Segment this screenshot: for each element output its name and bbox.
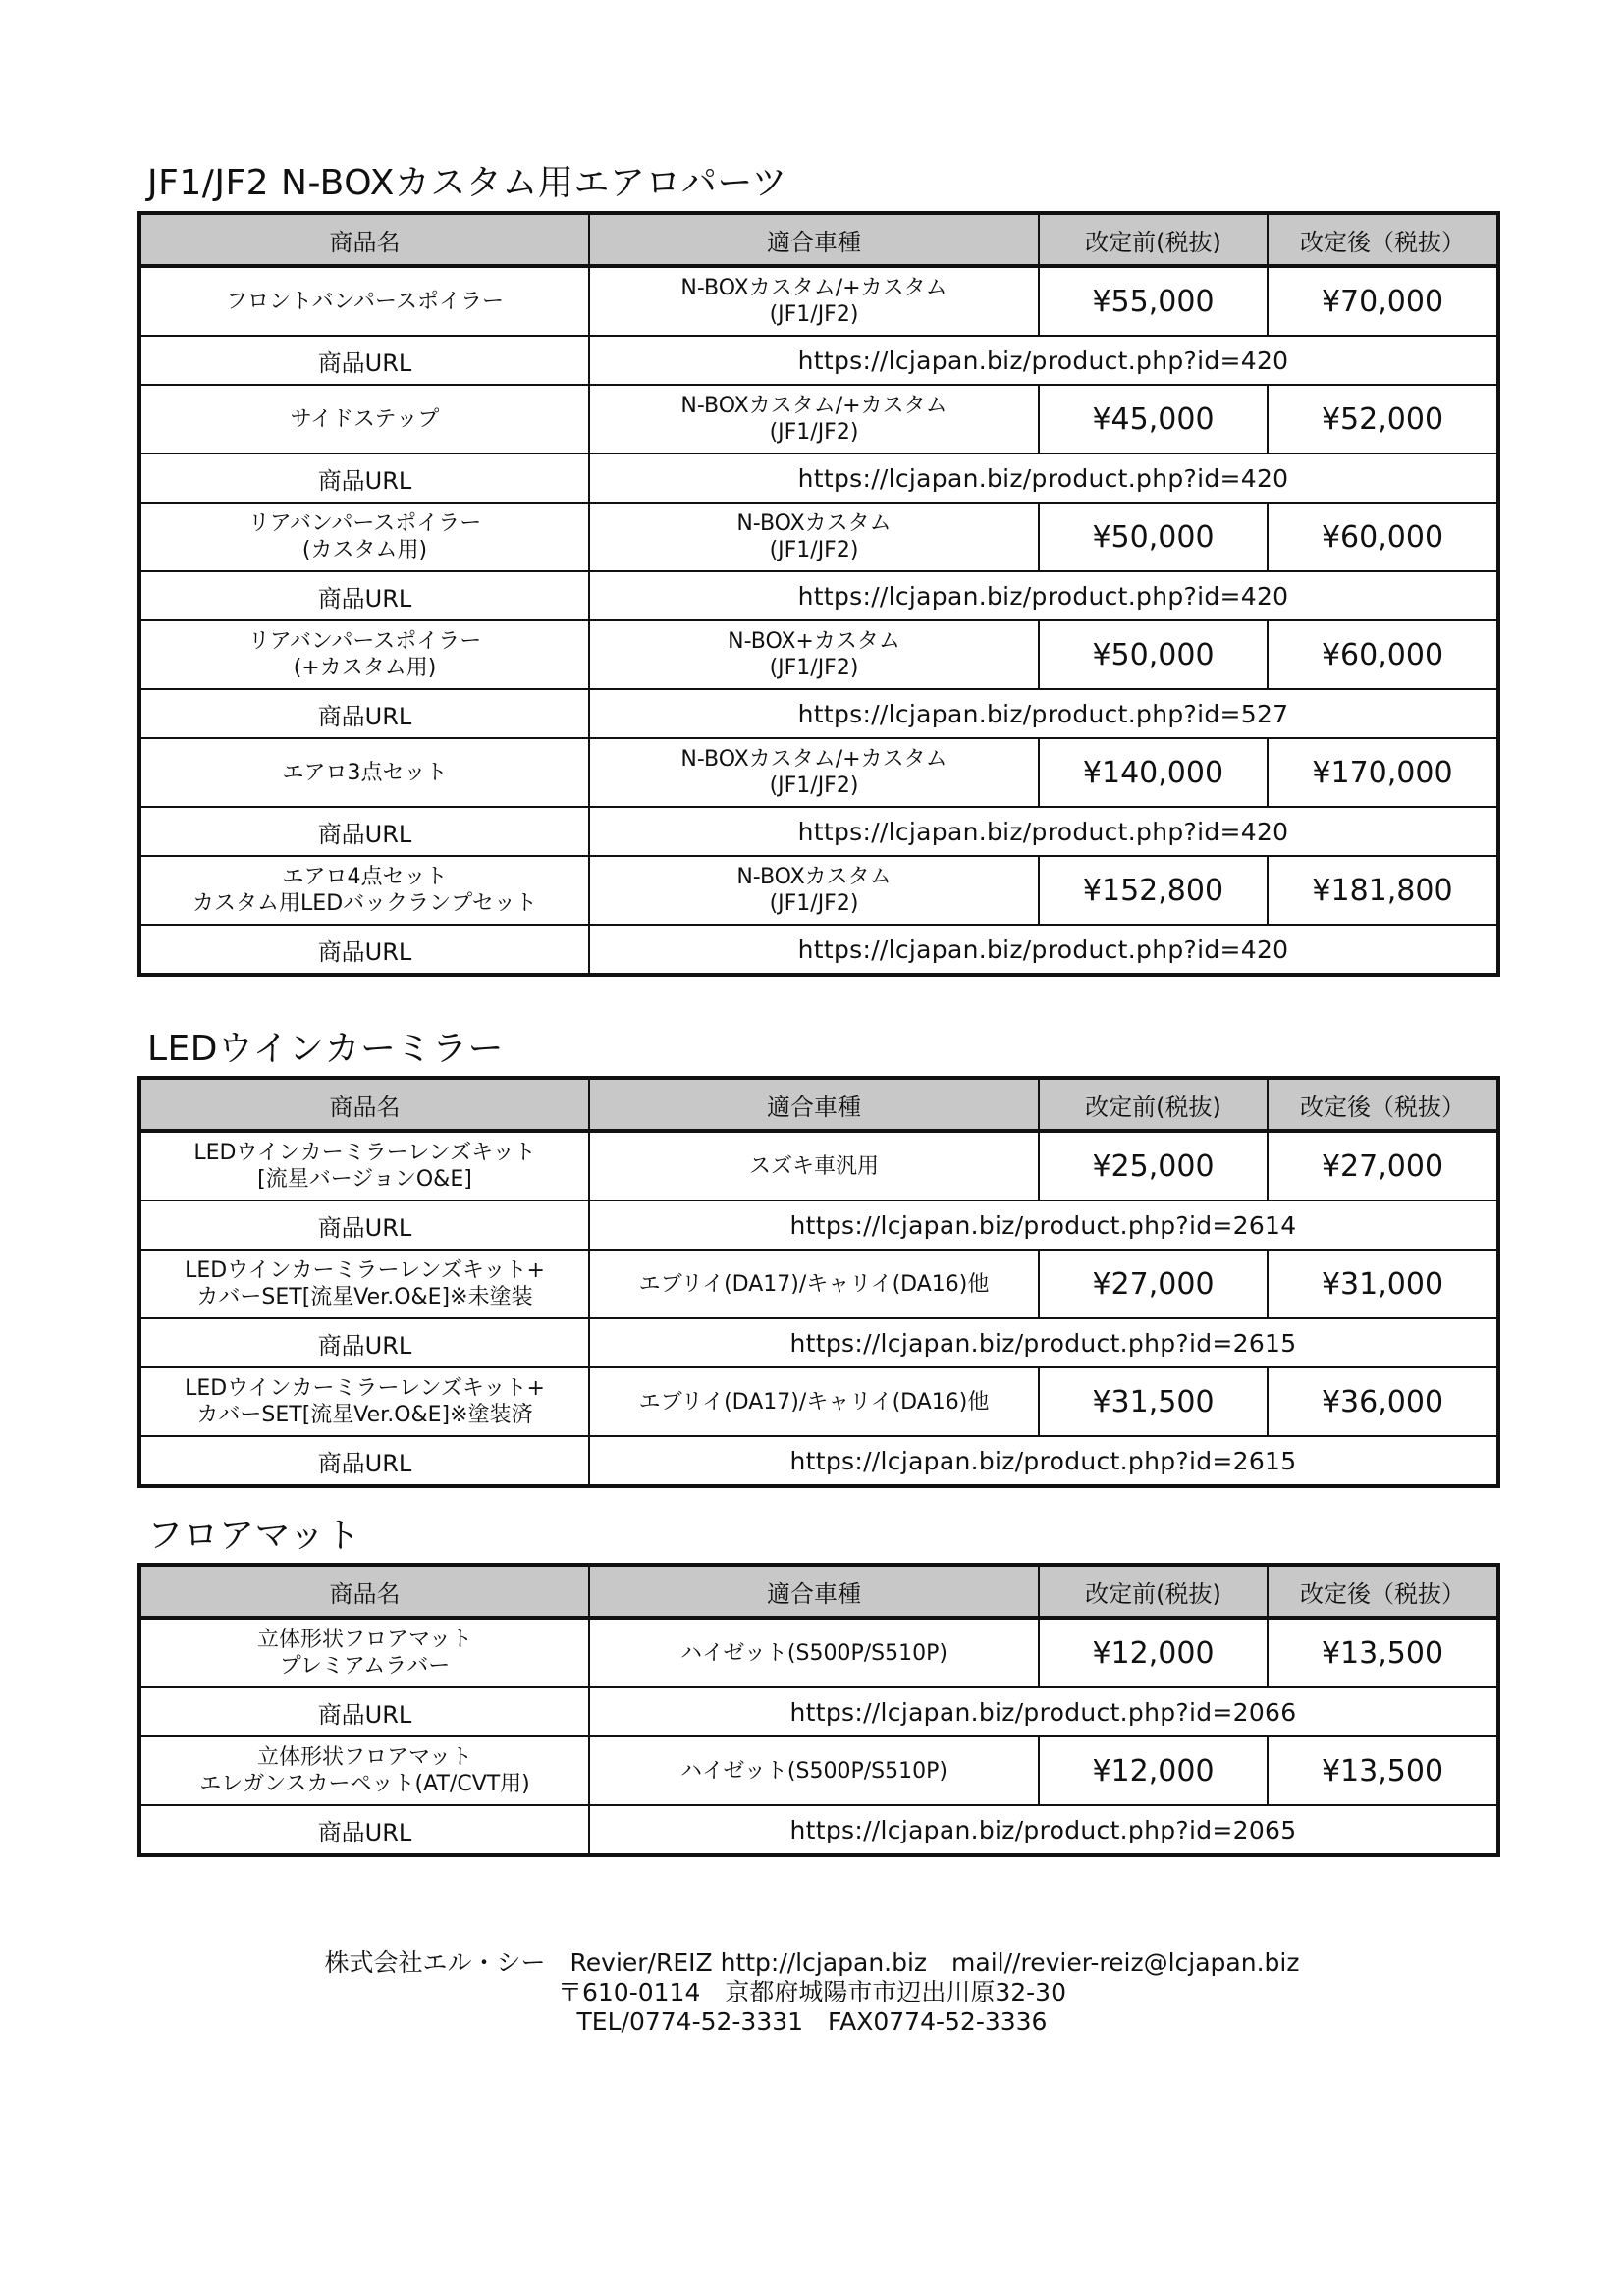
section-title-led-mirror: LEDウインカーミラー — [147, 1029, 504, 1069]
header-price-before: 改定前(税抜) — [1039, 213, 1268, 266]
product-name-cell — [139, 856, 589, 925]
compatible-model-line: エブリイ(DA17)/キャリイ(DA16)他 — [638, 1389, 990, 1415]
price-table-aero — [137, 211, 1500, 977]
compatible-model-line: ハイゼット(S500P/S510P) — [680, 1640, 947, 1666]
compatible-model-line: N-BOXカスタム/+カスタム — [680, 747, 947, 772]
product-row — [139, 1618, 1498, 1687]
url-row — [139, 925, 1498, 975]
product-name-line: [流星バージョンO&E] — [257, 1167, 472, 1192]
product-row — [139, 1131, 1498, 1201]
product-name-line: カバーSET[流星Ver.O&E]※未塗装 — [196, 1285, 533, 1309]
compatible-model-line: N-BOXカスタム — [736, 865, 892, 889]
product-name-line: (カスタム用) — [301, 538, 428, 562]
compatible-model-cell — [589, 620, 1039, 689]
compatible-model-line: エブリイ(DA17)/キャリイ(DA16)他 — [638, 1271, 990, 1297]
price-before: ¥25,000 — [1039, 1131, 1268, 1201]
price-before: ¥12,000 — [1039, 1618, 1268, 1687]
product-row — [139, 738, 1498, 807]
product-name-line: カバーSET[流星Ver.O&E]※塗装済 — [196, 1403, 533, 1427]
price-after: ¥36,000 — [1268, 1367, 1498, 1436]
header-compatible-model: 適合車種 — [589, 1078, 1039, 1131]
product-name-cell — [139, 1618, 589, 1687]
product-url-label: 商品URL — [139, 807, 589, 856]
product-url-label: 商品URL — [139, 336, 589, 385]
footer-phone-fax: TEL/0774-52-3331 FAX0774-52-3336 — [576, 2007, 1048, 2036]
compatible-model-cell — [589, 1736, 1039, 1805]
product-url-label: 商品URL — [139, 925, 589, 975]
compatible-model-cell — [589, 503, 1039, 571]
url-row — [139, 336, 1498, 385]
compatible-model-cell — [589, 1618, 1039, 1687]
compatible-model-line: N-BOXカスタム/+カスタム — [680, 394, 947, 418]
price-after: ¥13,500 — [1268, 1618, 1498, 1687]
product-name-cell — [139, 1736, 589, 1805]
footer-company-contact: 株式会社エル・シー Revier/REIZ http://lcjapan.biz mail//revier-reiz@lcjapan.biz — [324, 1949, 1300, 1977]
product-url: https://lcjapan.biz/product.php?id=420 — [589, 807, 1498, 856]
compatible-model-cell — [589, 1250, 1039, 1318]
compatible-model-line: N-BOXカスタム — [736, 511, 892, 536]
price-after: ¥181,800 — [1268, 856, 1498, 925]
section-title-aero: JF1/JF2 N-BOXカスタム用エアロパーツ — [147, 163, 787, 203]
product-url-label: 商品URL — [139, 571, 589, 620]
url-row — [139, 1687, 1498, 1736]
price-after: ¥70,000 — [1268, 266, 1498, 336]
compatible-model-line: スズキ車汎用 — [748, 1153, 879, 1179]
product-name-line: 立体形状フロアマット — [256, 1628, 473, 1652]
url-row — [139, 571, 1498, 620]
price-table-floor-mat — [137, 1563, 1500, 1857]
product-name-cell — [139, 1131, 589, 1201]
product-row — [139, 266, 1498, 336]
header-product-name: 商品名 — [139, 1565, 589, 1618]
company-footer — [0, 1949, 1624, 2037]
product-url-label: 商品URL — [139, 1687, 589, 1736]
product-url-label: 商品URL — [139, 1318, 589, 1367]
product-name-line: (+カスタム用) — [293, 656, 437, 680]
section-title-floor-mat: フロアマット — [147, 1516, 361, 1556]
product-url-label: 商品URL — [139, 1805, 589, 1855]
product-name-line: リアバンパースポイラー — [247, 629, 482, 654]
product-name-cell — [139, 1250, 589, 1318]
product-name-cell — [139, 1367, 589, 1436]
product-url: https://lcjapan.biz/product.php?id=420 — [589, 336, 1498, 385]
product-url: https://lcjapan.biz/product.php?id=2066 — [589, 1687, 1498, 1736]
product-name-line: 立体形状フロアマット — [256, 1745, 473, 1770]
product-name-cell — [139, 503, 589, 571]
header-price-after: 改定後（税抜） — [1268, 1565, 1498, 1618]
product-row — [139, 1367, 1498, 1436]
header-product-name: 商品名 — [139, 1078, 589, 1131]
product-row — [139, 856, 1498, 925]
product-name-line: エレガンスカーペット(AT/CVT用) — [199, 1772, 530, 1796]
footer-address: 〒610-0114 京都府城陽市市辺出川原32-30 — [557, 1978, 1066, 2006]
price-after: ¥52,000 — [1268, 385, 1498, 454]
url-row — [139, 1201, 1498, 1250]
url-row — [139, 454, 1498, 503]
product-name-line: LEDウインカーミラーレンズキット — [193, 1141, 536, 1165]
product-url: https://lcjapan.biz/product.php?id=527 — [589, 689, 1498, 738]
compatible-model-cell — [589, 738, 1039, 807]
price-before: ¥50,000 — [1039, 503, 1268, 571]
product-name-line: サイドステップ — [290, 406, 440, 432]
compatible-model-cell — [589, 1131, 1039, 1201]
header-price-after: 改定後（税抜） — [1268, 213, 1498, 266]
price-after: ¥13,500 — [1268, 1736, 1498, 1805]
price-before: ¥27,000 — [1039, 1250, 1268, 1318]
compatible-model-line: N-BOXカスタム/+カスタム — [680, 276, 947, 300]
product-url: https://lcjapan.biz/product.php?id=2615 — [589, 1436, 1498, 1486]
header-price-before: 改定前(税抜) — [1039, 1078, 1268, 1131]
product-url-label: 商品URL — [139, 689, 589, 738]
compatible-model-line: (JF1/JF2) — [769, 891, 859, 916]
product-url: https://lcjapan.biz/product.php?id=2065 — [589, 1805, 1498, 1855]
product-name-line: リアバンパースポイラー — [247, 511, 482, 536]
product-row — [139, 503, 1498, 571]
price-after: ¥27,000 — [1268, 1131, 1498, 1201]
compatible-model-cell — [589, 1367, 1039, 1436]
price-after: ¥170,000 — [1268, 738, 1498, 807]
price-before: ¥152,800 — [1039, 856, 1268, 925]
price-after: ¥60,000 — [1268, 503, 1498, 571]
compatible-model-line: (JF1/JF2) — [769, 774, 859, 798]
product-url-label: 商品URL — [139, 1436, 589, 1486]
product-name-cell — [139, 385, 589, 454]
url-row — [139, 689, 1498, 738]
compatible-model-cell — [589, 856, 1039, 925]
product-name-cell — [139, 738, 589, 807]
product-row — [139, 1250, 1498, 1318]
url-row — [139, 807, 1498, 856]
product-url: https://lcjapan.biz/product.php?id=420 — [589, 454, 1498, 503]
product-name-line: プレミアムラバー — [279, 1654, 451, 1679]
compatible-model-cell — [589, 385, 1039, 454]
product-name-cell — [139, 266, 589, 336]
compatible-model-line: (JF1/JF2) — [769, 656, 859, 680]
price-before: ¥140,000 — [1039, 738, 1268, 807]
header-product-name: 商品名 — [139, 213, 589, 266]
price-before: ¥55,000 — [1039, 266, 1268, 336]
price-after: ¥60,000 — [1268, 620, 1498, 689]
header-price-before: 改定前(税抜) — [1039, 1565, 1268, 1618]
price-before: ¥12,000 — [1039, 1736, 1268, 1805]
compatible-model-line: (JF1/JF2) — [769, 420, 859, 445]
header-price-after: 改定後（税抜） — [1268, 1078, 1498, 1131]
product-name-line: LEDウインカーミラーレンズキット+ — [185, 1376, 545, 1401]
compatible-model-cell — [589, 266, 1039, 336]
header-compatible-model: 適合車種 — [589, 213, 1039, 266]
price-before: ¥31,500 — [1039, 1367, 1268, 1436]
product-name-line: フロントバンパースポイラー — [226, 289, 504, 314]
price-table-led-mirror — [137, 1076, 1500, 1488]
product-name-line: エアロ3点セット — [282, 760, 448, 785]
url-row — [139, 1318, 1498, 1367]
compatible-model-line: N-BOX+カスタム — [728, 629, 900, 654]
product-name-line: エアロ4点セット — [282, 865, 448, 889]
product-name-line: LEDウインカーミラーレンズキット+ — [185, 1258, 545, 1283]
product-url: https://lcjapan.biz/product.php?id=2614 — [589, 1201, 1498, 1250]
product-url: https://lcjapan.biz/product.php?id=2615 — [589, 1318, 1498, 1367]
product-url: https://lcjapan.biz/product.php?id=420 — [589, 925, 1498, 975]
product-row — [139, 385, 1498, 454]
product-row — [139, 620, 1498, 689]
url-row — [139, 1805, 1498, 1855]
product-name-line: カスタム用LEDバックランプセット — [192, 891, 537, 916]
header-compatible-model: 適合車種 — [589, 1565, 1039, 1618]
product-name-cell — [139, 620, 589, 689]
url-row — [139, 1436, 1498, 1486]
price-after: ¥31,000 — [1268, 1250, 1498, 1318]
product-url-label: 商品URL — [139, 454, 589, 503]
product-url-label: 商品URL — [139, 1201, 589, 1250]
price-before: ¥50,000 — [1039, 620, 1268, 689]
price-before: ¥45,000 — [1039, 385, 1268, 454]
compatible-model-line: (JF1/JF2) — [769, 538, 859, 562]
compatible-model-line: ハイゼット(S500P/S510P) — [680, 1758, 947, 1784]
compatible-model-line: (JF1/JF2) — [769, 302, 859, 327]
product-row — [139, 1736, 1498, 1805]
product-url: https://lcjapan.biz/product.php?id=420 — [589, 571, 1498, 620]
